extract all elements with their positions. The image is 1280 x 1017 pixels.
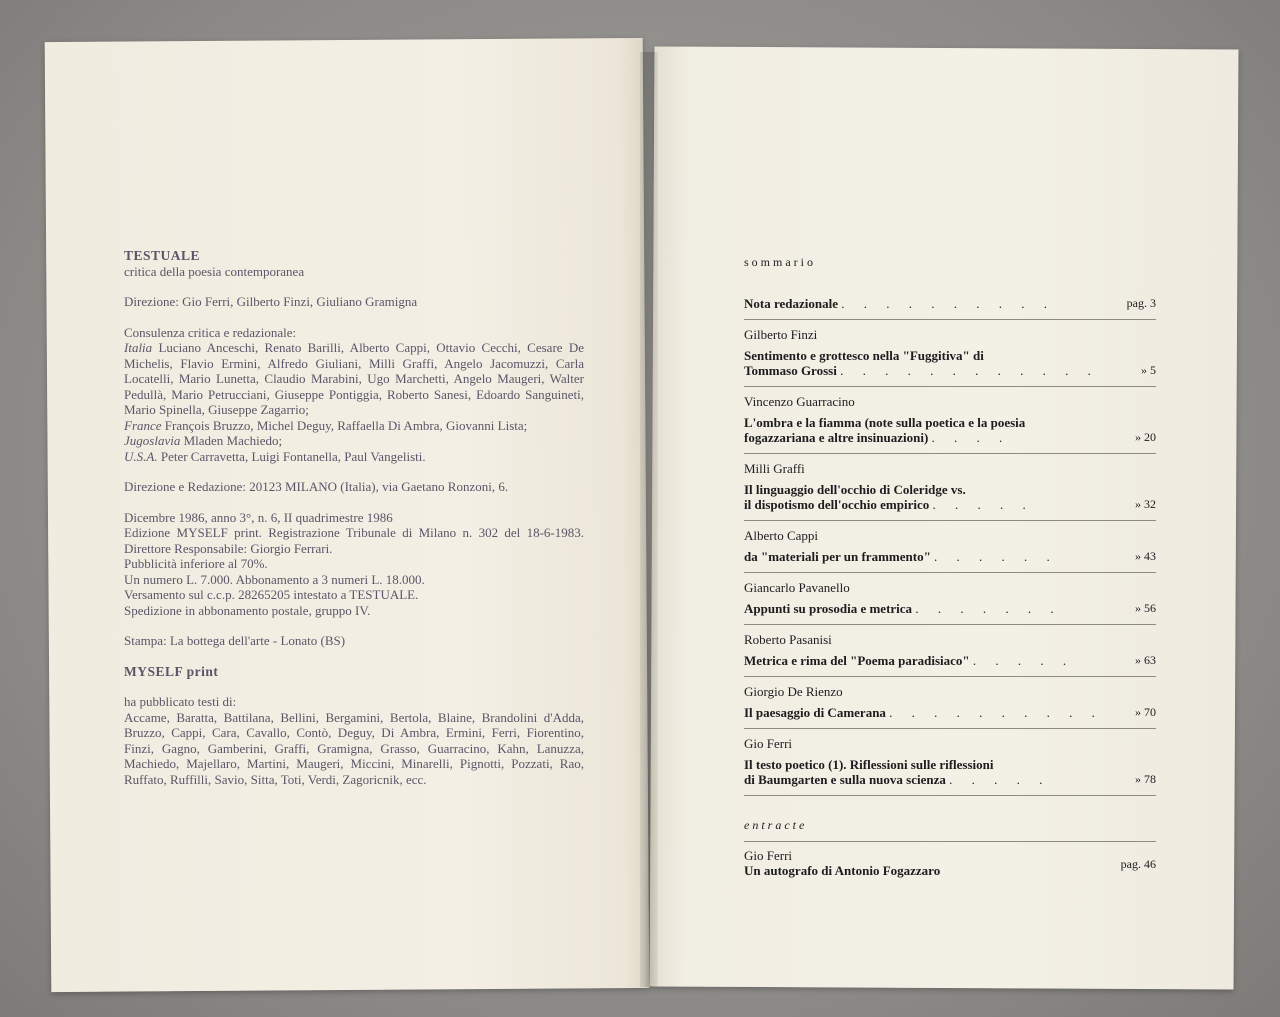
toc-entry-nota [744,296,1156,311]
toc-title-line: Il testo poetico (1). Riflessioni sulle riflessioni [744,757,994,772]
jugoslavia-names: Mladen Machiedo; [180,433,283,448]
toc-page: » 20 [1135,430,1156,444]
toc-title [744,601,1156,616]
info-line: Dicembre 1986, anno 3°, n. 6, II quadrimestre 1986 [124,509,393,525]
france-names: François Bruzzo, Michel Deguy, Raffaella Di Ambra, Giovanni Lista; [161,417,528,433]
toc-title [744,757,1156,787]
myself-intro: ha pubblicato testi di: [124,694,237,709]
toc-title-line: Tommaso Grossi [744,363,837,378]
italia-names: Luciano Anceschi, Renato Barilli, Alberto Cappi, Ottavio Cecchi, Cesare De Michelis, Flavio Ermini, Alfredo Giuliani, Milli Graffi, Angelo Jacomuzzi, Carla Locatelli, Mario Lunetta, Claudio Marabini, Ugo Marchetti, Angelo Maugeri, Walter Pedullà, Mario Petrucciani, Giuseppe Pontiggia, Roberto Sanesi, Edoardo Sanguineti, Mario Spinella, Giuseppe Zagarrio; [124,340,584,417]
toc-page: » 32 [1135,497,1156,511]
toc-page: » 78 [1135,772,1156,786]
toc-author: Alberto Cappi [744,528,819,543]
consulenza-jugoslavia [124,433,584,449]
toc-page: » 56 [1135,601,1156,615]
toc-leader-dots: . . . . . . . [915,601,1062,616]
toc-author: Giancarlo Pavanello [744,580,850,595]
toc-leader-dots: . . . . . [932,497,1034,512]
toc-page: » 5 [1141,363,1156,377]
toc-title-line: il dispotismo dell'occhio empirico [744,497,930,512]
toc-leader-dots: . . . . [931,430,1011,445]
toc-author: Gio Ferri [744,736,793,751]
toc-title [744,857,1156,878]
myself-print-title: MYSELF print [124,663,219,679]
consulenza-france [124,418,584,434]
consulenza-label: Consulenza critica e redazionale: [124,324,297,340]
toc-title-line: L'ombra e la fiamma (note sulla poetica e la poesia [744,415,1026,430]
toc-title [744,653,1156,668]
info-line: Pubblicità inferiore al 70%. [124,556,268,571]
toc-title [744,549,1156,564]
toc-author: Gilberto Finzi [744,327,818,342]
redazione-address: Direzione e Redazione: 20123 MILANO (Italia), via Gaetano Ronzoni, 6. [124,479,509,494]
toc-author: Giorgio De Rienzo [744,684,843,699]
toc-title-line: Appunti su prosodia e metrica [744,601,913,616]
toc-page: » 43 [1135,549,1156,563]
country-france: France [124,417,162,433]
toc-leader-dots: . . . . . . [934,549,1058,564]
toc-title [744,348,1156,378]
info-line: Versamento sul c.c.p. 28265205 intestato a TESTUALE. [124,587,419,602]
info-line: Edizione MYSELF print. Registrazione Tribunale di Milano n. 302 del 18-6-1983. Direttore Responsabile: Giorgio Ferrari. [124,525,584,556]
toc-author: Vincenzo Guarracino [744,394,855,409]
consulenza-italia [124,340,584,418]
toc-title-line: da "materiali per un frammento" [744,549,931,564]
table-of-contents [744,255,1156,878]
book-gutter [640,52,658,987]
myself-authors: Accame, Baratta, Battilana, Bellini, Bergamini, Bertola, Blaine, Brandolini d'Adda, Bruzzo, Cappi, Cara, Cavallo, Contò, Deguy, Di Ambra, Ermini, Ferri, Fiorentino, Finzi, Gagno, Gamberini, Graffi, Gramigna, Grasso, Guarracino, Kahn, Lanuzza, Machiedo, Majellaro, Martini, Maugeri, Miccini, Minarelli, Pignotti, Pozzati, Rao, Ruffato, Ruffilli, Savio, Sitta, Toti, Verdi, Zagoricnik, ecc. [124,709,584,787]
toc-entry [744,327,1156,378]
toc-leader-dots: . . . . . . . . . . . . [840,363,1099,378]
toc-leader-dots: . . . . . . . . . . [889,705,1103,720]
toc-author: Roberto Pasanisi [744,632,832,647]
toc-leader-dots: . . . . . . . . . . [841,296,1055,311]
country-italia: Italia [124,340,153,355]
direzione-line: Direzione: Gio Ferri, Gilberto Finzi, Giuliano Gramigna [124,294,418,309]
toc-page: pag. 46 [1120,857,1156,871]
toc-title: Nota redazionale [744,296,838,311]
journal-subtitle: critica della poesia contemporanea [124,263,305,279]
journal-title: TESTUALE [124,248,201,263]
toc-title-line: Metrica e rima del "Poema paradisiaco" [744,653,970,668]
toc-title [744,705,1156,720]
toc-entry [744,632,1156,668]
sommario-heading: sommario [744,255,816,269]
colophon [124,248,584,787]
toc-title-line: di Baumgarten e sulla nuova scienza [744,772,946,787]
toc-entry [744,394,1156,445]
toc-author: Gio Ferri [744,848,793,863]
toc-page: » 63 [1135,653,1156,667]
stampa-line: Stampa: La bottega dell'arte - Lonato (BS) [124,633,346,648]
toc-title [744,482,1156,512]
toc-leader-dots: . . . . . [949,772,1051,787]
toc-title-line: fogazzariana e altre insinuazioni) [744,430,929,445]
toc-page: » 70 [1135,705,1156,719]
info-line: Un numero L. 7.000. Abbonamento a 3 numeri L. 18.000. [124,571,425,587]
toc-title-line: Il paesaggio di Camerana [744,705,886,720]
toc-entry [744,684,1156,720]
usa-names: Peter Carravetta, Luigi Fontanella, Paul Vangelisti. [157,448,426,464]
toc-page: pag. 3 [1126,296,1156,310]
toc-entry-entracte [744,848,1156,878]
toc-entry [744,736,1156,787]
country-usa: U.S.A. [124,448,158,464]
entracte-heading: entracte [744,818,808,832]
toc-title-line: Un autografo di Antonio Fogazzaro [744,863,941,878]
toc-entry [744,580,1156,616]
toc-author: Milli Graffi [744,461,805,476]
toc-entry [744,528,1156,564]
toc-title [744,415,1156,445]
toc-entry [744,461,1156,512]
toc-title-line: Sentimento e grottesco nella "Fuggitiva" di [744,348,984,363]
toc-title-line: Il linguaggio dell'occhio di Coleridge vs. [744,482,966,497]
country-jugoslavia: Jugoslavia [124,433,181,448]
info-line: Spedizione in abbonamento postale, gruppo IV. [124,602,371,618]
toc-leader-dots: . . . . . [972,653,1075,668]
consulenza-usa [124,449,584,465]
